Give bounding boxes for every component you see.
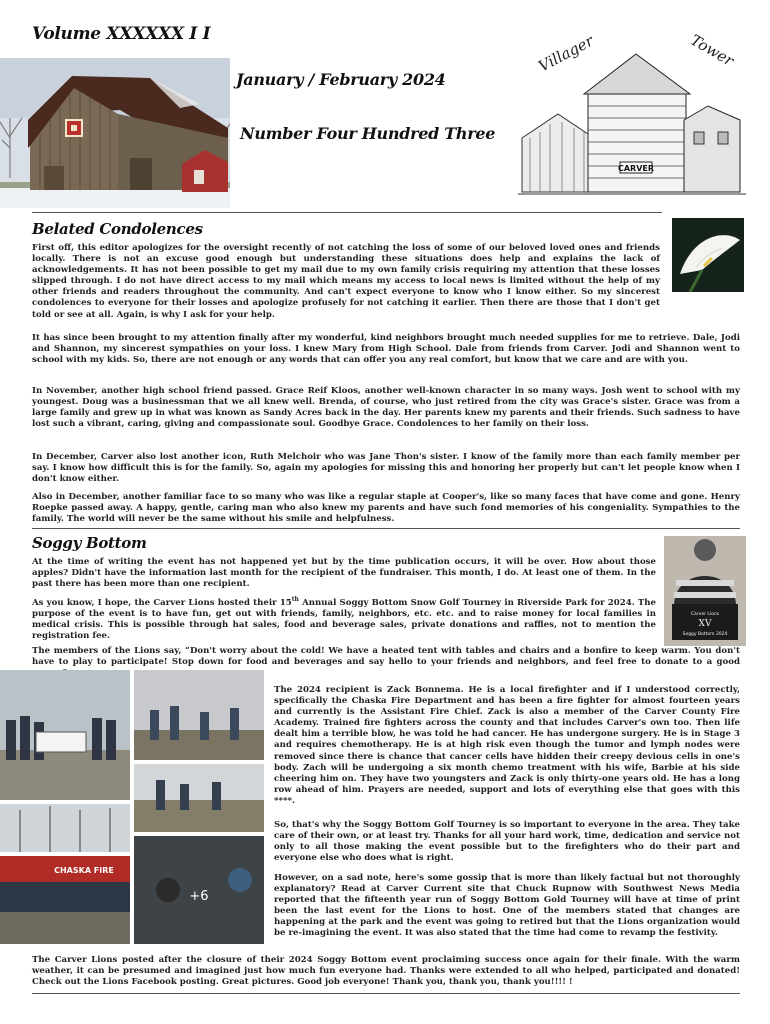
calla-lily-photo	[672, 218, 744, 292]
soggy-p2-rest: Annual Soggy Bottom Snow Golf Tourney in Riverside Park for 2024. The purpose of the event is to have fun, get out with friends, family, neighbors, etc. etc. and to raise money for local families in medical crisis. This is possible through hat sales, food and beverage sales, private donations and raffles, not to mention the registration fee.	[32, 598, 656, 642]
villager-tower-logo	[518, 28, 746, 203]
condolences-paragraph-4: In December, Carver also lost another icon, Ruth Melchoir who was Jane Thon's sister. I know of the family more than each family member per say. I know how difficult this is for the family. So, again my apologies for missing this and honoring her properly but can't let people know when I don't know either.	[32, 452, 740, 485]
hat-line-3: Soggy Bottom 2024	[682, 632, 728, 637]
svg-text:Tower: Tower	[687, 30, 737, 70]
svg-text:Villager: Villager	[535, 31, 597, 76]
soggy-paragraph-6: However, on a sad note, here's some gossip that is more than likely factual but not thoroughly explanatory? Read at Carver Current site that Chuck Rupnow with Southwest News Media reported that the fifteenth year run of Soggy Bottom Gold Tourney will have at time of print been the last event for the Lions to host. One of the members stated that changes are happening at the park and the event was going to retired but that the Lions organization would be re-imagining the event. It was also stated that the time had come to revamp the festivity.	[274, 873, 740, 939]
chaska-fire-banner: CHASKA FIRE	[54, 866, 114, 875]
soggy-paragraph-4: The 2024 recipient is Zack Bonnema. He is a local firefighter and if I understood correctly, specifically the Chaska Fire Department and has been a fire fighter for almost fourteen years and currently is the Assistant Fire Chief. Zack is also a member of the Carver County Fire Academy. Trained fire fighters across the county and that includes Carver's own too. Then life dealt him a terrible blow, he was told he had cancer. He has undergone surgery. He is in Stage 3 and requires chemotherapy. He is at high risk even though the tumor and lymph nodes were removed since there is chance that cancer cells have hidden their creepy devious cells in one's body. Zach will be undergoing a six month chemo treatment with his wife, Barbie at his side cheering him on. They have two youngsters and Zack is only thirty-one years old. He has a long row ahead of him. Prayers are needed, support and lots of everything else that goes with this ****.	[274, 685, 740, 806]
volume-title: Volume XXXXXX I I	[32, 24, 211, 44]
soggy-paragraph-1: At the time of writing the event has not happened yet but by the time publication occurs, it will be over. How about those apples? Didn't have the information last month for the recipient of the fundraiser. This month, I do. At least one of them. In the past there has been more than one recipient.	[32, 557, 656, 590]
issue-date: January / February 2024	[236, 70, 446, 89]
soggy-paragraph-2	[32, 598, 656, 642]
soggy-p2-start: As you know, I hope, the Carver Lions hosted their 15	[32, 598, 292, 608]
barn-photo	[0, 58, 230, 208]
condolences-paragraph-1: First off, this editor apologizes for the oversight recently of not catching the loss of some of our beloved loved ones and friends locally. There is not an excuse good enough but understanding these situations does help and explains the lack of acknowledgements. It has not been possible to get my mail due to my own family crisis requiring my attention that these losses slipped through. I do not have direct access to my mail which means my access to local news is limited without the help of my other friends and readers throughout the community. And can't expect everyone to know who I know either. So my sincerest condolences to everyone for their losses and apologize profusely for not catching it earlier. Then there are those that I don't get told or see at all. Again, is why I ask for your help.	[32, 243, 660, 320]
svg-text:CARVER: CARVER	[617, 164, 655, 173]
event-photo-collage	[0, 670, 264, 944]
ordinal-suffix: th	[291, 596, 299, 604]
footer-divider	[32, 993, 740, 994]
hat-line-2: XV	[698, 619, 712, 629]
soggy-bottom-hat-photo	[664, 536, 746, 646]
section-divider	[32, 528, 740, 529]
more-photos-count: +6	[189, 889, 209, 904]
section-heading-condolences: Belated Condolences	[32, 220, 203, 238]
lions-quote: The members of the Lions say, “Don't worry about the cold! We have a heated tent with tables and chairs and a bonfire to keep warm. You don't have to play to participate! Stop down for food and beverages and say hello to your friends and neighbors, and feel free to donate to a good	[32, 646, 740, 668]
soggy-paragraph-7: The Carver Lions posted after the closure of their 2024 Soggy Bottom event proclaiming success once again for their finale. With the warm weather, it can be presumed and imagined just how much fun everyone had. Thanks were extended to all who helped, participated and donated! Check out the Lions Facebook posting. Great pictures. Good job everyone! Thank you, thank you, thank you!!!! !	[32, 955, 740, 988]
soggy-paragraph-5: So, that's why the Soggy Bottom Golf Tourney is so important to everyone in the area. They take care of their own, or at least try. Thanks for all your hard work, time, dedication and service not only to all those making the event possible but to the firefighters who do their part and everyone else who does what is right.	[274, 820, 740, 864]
issue-number: Number Four Hundred Three	[240, 124, 496, 143]
condolences-paragraph-3: In November, another high school friend passed. Grace Reif Kloos, another well-known character in so many ways. Josh went to school with my youngest. Doug was a businessman that we all knew well. Brenda, of course, who just retired from the city was Grace's sister. Grace was from a large family and grew up in what was known as Sandy Acres back in the day. Her parents knew my parents and their friends. Such sadness to have lost such a vibrant, caring, giving and compassionate soul. Goodbye Grace. Condolences to her family on their loss.	[32, 386, 740, 430]
condolences-paragraph-5: Also in December, another familiar face to so many who was like a regular staple at Cooper's, like so many faces that have come and gone. Henry Roepke passed away. A happy, gentle, caring man who also knew my parents and have such fond memories of his congeniality. Sympathies to the family. The world will never be the same without his smile and helpfulness.	[32, 492, 740, 525]
section-heading-soggy-bottom: Soggy Bottom	[32, 534, 147, 552]
masthead-divider	[32, 212, 662, 213]
hat-line-1: Carver Lions	[690, 612, 720, 617]
condolences-paragraph-2: It has since been brought to my attention finally after my wonderful, kind neighbors brought much needed supplies for me to retrieve. Dale, Jodi and Shannon, my sincerest sympathies on your loss. I knew Mary from High School. Dale from friends from Carver. Jodi and Shannon went to school with my kids. So, there are not enough or any words that can offer you any real comfort, but know that we care and are with you.	[32, 333, 740, 366]
